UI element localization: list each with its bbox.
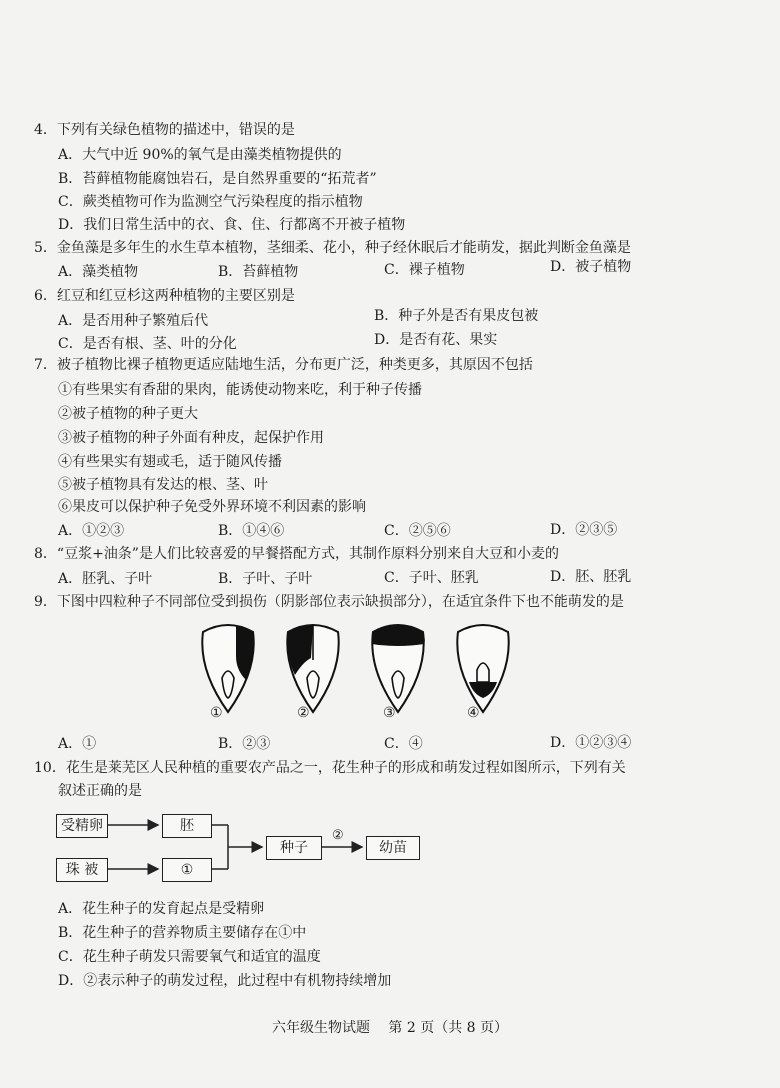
q6-option-a: A．是否用种子繁殖后代: [58, 313, 209, 329]
q6-option-b: B．种子外是否有果皮包被: [374, 308, 539, 324]
q7-item-1: ①有些果实有香甜的果肉，能诱使动物来吃，利于种子传播: [58, 382, 422, 398]
question-6-stem: 6．红豆和红豆杉这两种植物的主要区别是: [34, 288, 295, 304]
q9-option-a: A．①: [58, 736, 97, 752]
q6-option-c: C．是否有根、茎、叶的分化: [58, 336, 237, 352]
q7-option-b: B．①④⑥: [218, 523, 285, 539]
seed-3: [372, 625, 425, 712]
q4-option-a: A．大气中近 90%的氧气是由藻类植物提供的: [58, 147, 342, 163]
q7-item-4: ④有些果实有翅或毛，适于随风传播: [58, 454, 282, 470]
seed-2-label: ②: [297, 705, 310, 721]
q7-item-3: ③被子植物的种子外面有种皮，起保护作用: [58, 430, 324, 446]
q7-item-2: ②被子植物的种子更大: [58, 406, 198, 422]
question-4-stem: 4．下列有关绿色植物的描述中，错误的是: [34, 122, 295, 138]
fertilized-egg-box: 受精卵: [56, 814, 108, 838]
q9-option-c: C．④: [384, 736, 423, 752]
question-10-stem: 10．花生是莱芜区人民种植的重要农产品之一，花生种子的形成和萌发过程如图所示，下列有关: [34, 760, 626, 776]
q5-option-d: D．被子植物: [550, 259, 632, 275]
seed-3-label: ③: [383, 705, 396, 721]
seed-box: 种子: [266, 836, 322, 860]
seed-formation-flowchart: [56, 808, 436, 888]
seed-2: [287, 625, 338, 712]
embryo-box: 胚: [162, 814, 212, 838]
q6-option-d: D．是否有花、果实: [374, 332, 498, 348]
question-8-stem: 8．“豆浆+油条”是人们比较喜爱的早餐搭配方式，其制作原料分别来自大豆和小麦的: [34, 546, 559, 562]
seed-1: [202, 625, 253, 712]
q5-option-a: A．藻类植物: [58, 264, 139, 280]
page-footer: 六年级生物试题 第 2 页（共 8 页）: [271, 1020, 509, 1036]
q10-option-a: A．花生种子的发育起点是受精卵: [58, 901, 265, 917]
mark-1-box: ①: [162, 858, 212, 882]
question-7-stem: 7．被子植物比裸子植物更适应陆地生活，分布更广泛，种类更多，其原因不包括: [34, 357, 533, 373]
q7-option-c: C．②⑤⑥: [384, 523, 451, 539]
q9-option-b: B．②③: [218, 736, 271, 752]
q4-option-b: B．苔藓植物能腐蚀岩石，是自然界重要的“拓荒者”: [58, 171, 377, 187]
q4-option-c: C．蕨类植物可作为监测空气污染程度的指示植物: [58, 194, 363, 210]
q5-option-c: C．裸子植物: [384, 262, 465, 278]
q9-option-d: D．①②③④: [550, 735, 632, 751]
q10-option-c: C．花生种子萌发只需要氧气和适宜的温度: [58, 949, 321, 965]
q10-option-b: B．花生种子的营养物质主要储存在①中: [58, 925, 307, 941]
q7-option-d: D．②③⑤: [550, 522, 618, 538]
integument-box: 珠 被: [56, 858, 108, 882]
q5-option-b: B．苔藓植物: [218, 264, 299, 280]
seed-1-label: ①: [210, 705, 223, 721]
seedling-box: 幼苗: [366, 836, 420, 860]
seed-4: [457, 625, 508, 712]
question-5-stem: 5．金鱼藻是多年生的水生草本植物，茎细柔、花小，种子经休眠后才能萌发，据此判断金鱼藻是: [34, 240, 631, 256]
q8-option-b: B．子叶、子叶: [218, 571, 313, 587]
q4-option-d: D．我们日常生活中的衣、食、住、行都离不开被子植物: [58, 217, 406, 233]
q7-item-6: ⑥果皮可以保护种子免受外界环境不利因素的影响: [58, 499, 366, 515]
seed-4-label: ④: [467, 705, 480, 721]
q8-option-c: C．子叶、胚乳: [384, 570, 479, 586]
q7-item-5: ⑤被子植物具有发达的根、茎、叶: [58, 477, 268, 493]
question-10-stem-cont: 叙述正确的是: [58, 783, 142, 799]
q7-option-a: A．①②③: [58, 523, 125, 539]
question-9-stem: 9．下图中四粒种子不同部位受到损伤（阴影部位表示缺损部分），在适宜条件下也不能萌发的是: [34, 594, 624, 610]
q8-option-a: A．胚乳、子叶: [58, 571, 153, 587]
q8-option-d: D．胚、胚乳: [550, 569, 632, 585]
mark-2-label: ②: [332, 828, 344, 843]
q10-option-d: D．②表示种子的萌发过程，此过程中有机物持续增加: [58, 973, 392, 989]
